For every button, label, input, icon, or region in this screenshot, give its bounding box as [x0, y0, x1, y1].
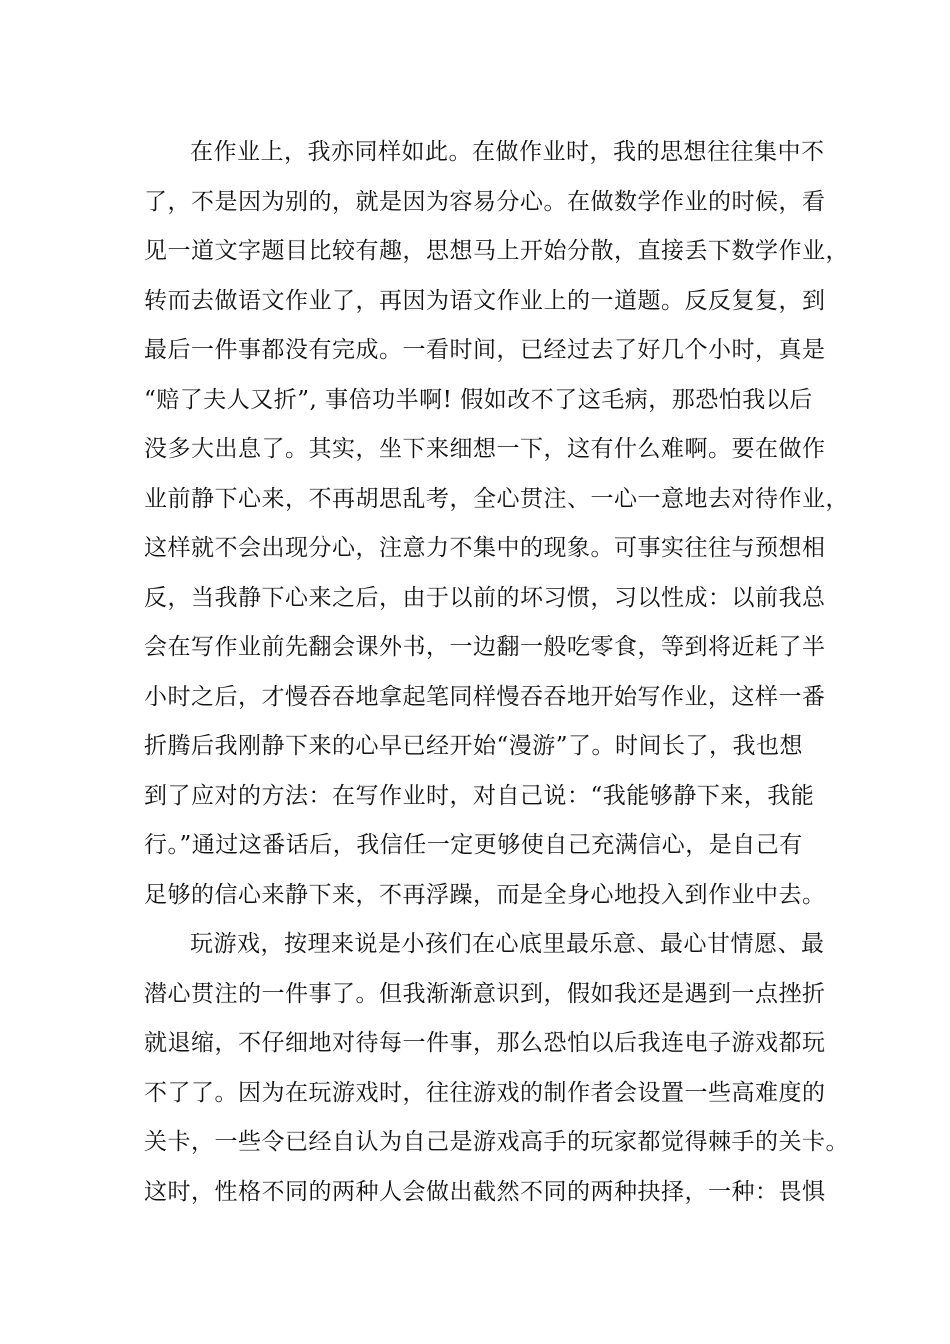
paragraph-line: 这时，性格不同的两种人会做出截然不同的两种抉择，一种：畏惧 [144, 1178, 826, 1205]
paragraph-games [144, 920, 849, 1217]
paragraph-line: 不了了。因为在玩游戏时，往往游戏的制作者会设置一些高难度的 [144, 1079, 826, 1106]
paragraph-line: 了，不是因为别的，就是因为容易分心。在做数学作业的时候，看 [144, 188, 826, 215]
paragraph-line: 会在写作业前先翻会课外书，一边翻一般吃零食，等到将近耗了半 [144, 634, 826, 660]
paragraph-line: 在作业上，我亦同样如此。在做作业时，我的思想往往集中不 [190, 139, 825, 165]
paragraph-line: 没多大出息了。其实，坐下来细想一下，这有什么难啊。要在做作 [144, 436, 826, 462]
paragraph-line: 反，当我静下心来之后，由于以前的坏习惯，习以性成：以前我总 [144, 584, 826, 611]
paragraph-line: 折腾后我刚静下来的心早已经开始“漫游”了。时间长了，我也想 [144, 733, 804, 759]
paragraph-line: 足够的信心来静下来，不再浮躁，而是全身心地投入到作业中去。 [144, 881, 826, 908]
paragraph-line: 这样就不会出现分心，注意力不集中的现象。可事实往往与预想相 [144, 535, 826, 561]
paragraph-line: 玩游戏，按理来说是小孩们在心底里最乐意、最心甘情愿、最 [190, 931, 825, 957]
paragraph-line: 见一道文字题目比较有趣，思想马上开始分散，直接丢下数学作业， [144, 238, 849, 264]
document-body [144, 128, 849, 1217]
paragraph-line: 业前静下心来，不再胡思乱考，全心贯注、一心一意地去对待作业， [144, 485, 849, 512]
paragraph-line: 转而去做语文作业了，再因为语文作业上的一道题。反反复复，到 [144, 287, 826, 314]
paragraph-line: 潜心贯注的一件事了。但我渐渐意识到，假如我还是遇到一点挫折 [144, 980, 826, 1007]
paragraph-line: 行。”通过这番话后，我信任一定更够使自己充满信心，是自己有 [144, 832, 803, 858]
paragraph-line: 小时之后，才慢吞吞地拿起笔同样慢吞吞地开始写作业，这样一番 [144, 683, 826, 710]
paragraph-homework [144, 128, 849, 920]
paragraph-line: 到了应对的方法：在写作业时，对自己说：“我能够静下来，我能 [144, 782, 815, 809]
paragraph-line: 就退缩，不仔细地对待每一件事，那么恐怕以后我连电子游戏都玩 [144, 1030, 826, 1056]
paragraph-line: “赔了夫人又折”, 事倍功半啊! 假如改不了这毛病，那恐怕我以后 [144, 386, 813, 413]
paragraph-line: 关卡，一些令已经自认为自己是游戏高手的玩家都觉得棘手的关卡。 [144, 1129, 849, 1155]
paragraph-line: 最后一件事都没有完成。一看时间，已经过去了好几个小时，真是 [144, 337, 826, 363]
